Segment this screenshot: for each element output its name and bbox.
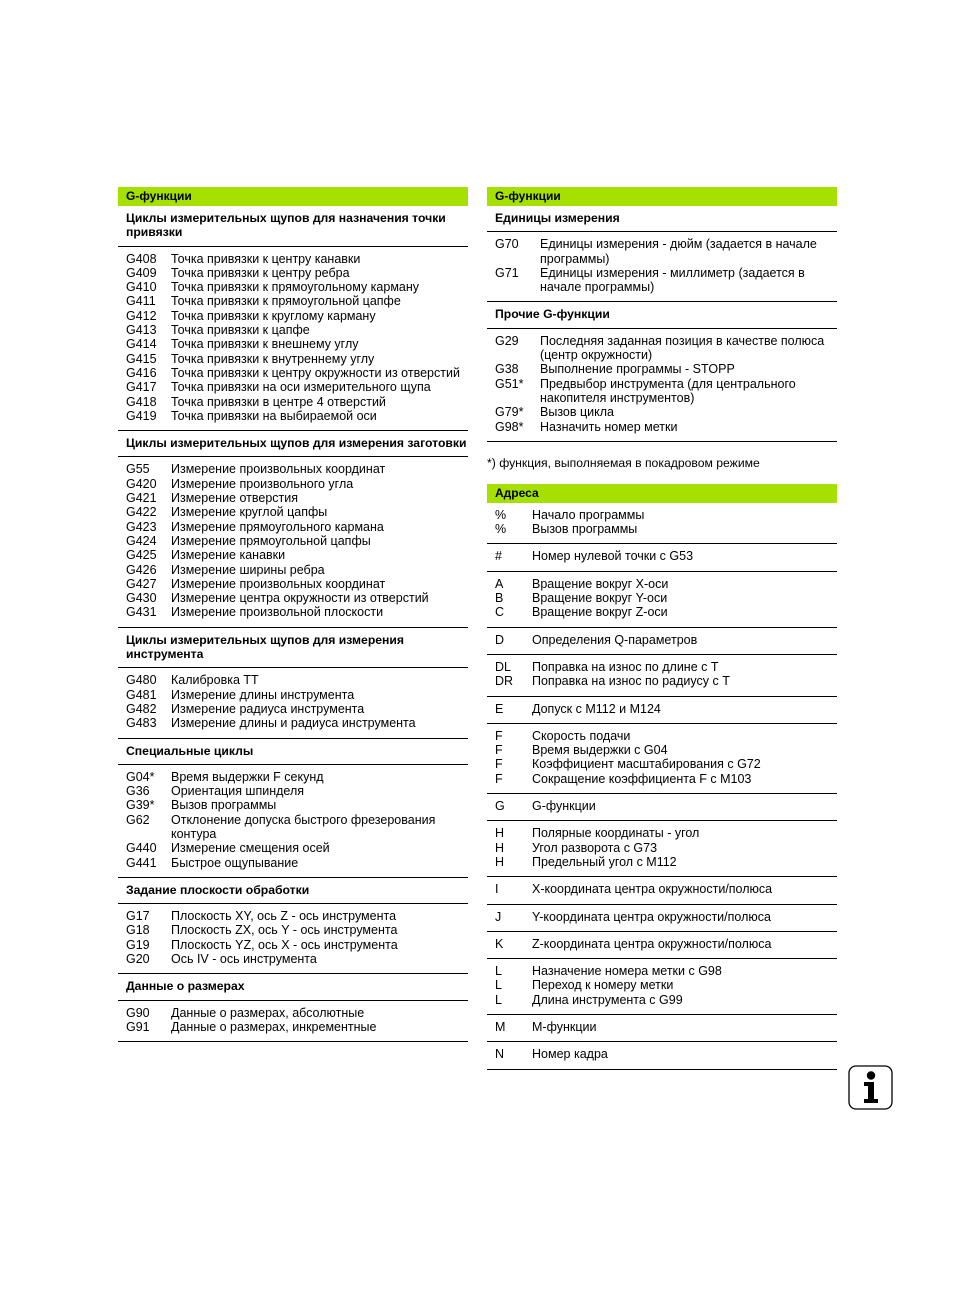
code-cell: G20 xyxy=(126,952,150,967)
table-row xyxy=(118,548,468,562)
code-cell: DR xyxy=(495,674,514,689)
table-row xyxy=(118,366,468,380)
description-cell: Угол разворота с G73 xyxy=(532,840,658,855)
code-cell: G417 xyxy=(126,380,157,395)
description-cell: Данные о размерах, инкрементные xyxy=(171,1019,377,1034)
description-cell: Плоскость YZ, ось X - ось инструмента xyxy=(171,937,398,952)
code-cell: G xyxy=(495,799,505,814)
description-cell: Плоскость ZX, ось Y - ось инструмента xyxy=(171,923,398,938)
entry-group xyxy=(487,821,837,877)
code-cell: G90 xyxy=(126,1005,150,1020)
entry-group xyxy=(487,655,837,697)
entry-group xyxy=(118,1001,468,1043)
code-cell: L xyxy=(495,978,502,993)
code-cell: G415 xyxy=(126,351,157,366)
section-title: Единицы измерения xyxy=(487,206,837,232)
section-title: Циклы измерительных щупов для назначения точки привязки xyxy=(118,206,468,247)
code-cell: G424 xyxy=(126,533,157,548)
table-row xyxy=(118,563,468,577)
code-cell: G482 xyxy=(126,701,157,716)
description-cell: Допуск с M112 и M124 xyxy=(532,701,661,716)
table-row xyxy=(487,964,837,978)
table-row xyxy=(487,674,837,688)
address-groups xyxy=(487,503,837,1070)
entry-group xyxy=(487,503,837,545)
code-cell: G19 xyxy=(126,937,150,952)
table-row xyxy=(487,799,837,813)
table-row xyxy=(487,549,837,563)
code-cell: G422 xyxy=(126,505,157,520)
description-cell: Единицы измерения - миллиметр (задается в начале программы) xyxy=(540,265,805,295)
address-table-header: Адреса xyxy=(487,484,837,503)
table-row xyxy=(487,420,837,434)
table-row xyxy=(487,405,837,419)
table-row xyxy=(487,841,837,855)
table-row xyxy=(487,577,837,591)
code-cell: G38 xyxy=(495,362,519,377)
entry-group xyxy=(487,572,837,628)
description-cell: M-функции xyxy=(532,1019,597,1034)
table-row xyxy=(487,1047,837,1061)
table-row xyxy=(487,743,837,757)
table-row xyxy=(487,855,837,869)
description-cell: Точка привязки в центре 4 отверстий xyxy=(171,394,386,409)
right-table-header: G-функции xyxy=(487,187,837,206)
description-cell: Вызов программы xyxy=(171,798,277,813)
table-row xyxy=(487,591,837,605)
table-row xyxy=(487,237,837,266)
section-title: Циклы измерительных щупов для измерения заготовки xyxy=(118,431,468,457)
info-icon xyxy=(848,1065,894,1116)
code-cell: G423 xyxy=(126,519,157,534)
left-sections xyxy=(118,206,468,1042)
description-cell: Предельный угол с M112 xyxy=(532,854,677,869)
table-row xyxy=(118,938,468,952)
description-cell: Измерение длины и радиуса инструмента xyxy=(171,716,416,731)
section-title: Задание плоскости обработки xyxy=(118,878,468,904)
code-cell: G36 xyxy=(126,784,150,799)
code-cell: C xyxy=(495,605,505,620)
table-row xyxy=(487,522,837,536)
table-row xyxy=(118,591,468,605)
section-title: Циклы измерительных щупов для измерения инструмента xyxy=(118,628,468,669)
table-row xyxy=(118,716,468,730)
table-row xyxy=(118,673,468,687)
code-cell: H xyxy=(495,826,505,841)
description-cell: Измерение произвольного угла xyxy=(171,476,354,491)
description-cell: Последняя заданная позиция в качестве полюса (центр окружности) xyxy=(540,333,825,363)
table-row xyxy=(118,784,468,798)
description-cell: Полярные координаты - угол xyxy=(532,826,700,841)
code-cell: F xyxy=(495,771,503,786)
description-cell: Отклонение допуска быстрого фрезерования контура xyxy=(171,812,436,841)
description-cell: Точка привязки к круглому карману xyxy=(171,308,376,323)
description-cell: Назначить номер метки xyxy=(540,419,678,434)
description-cell: Точка привязки к прямоугольному карману xyxy=(171,280,420,295)
table-row xyxy=(487,772,837,786)
code-cell: G416 xyxy=(126,365,157,380)
description-cell: Измерение произвольных координат xyxy=(171,462,386,477)
code-cell: G426 xyxy=(126,562,157,577)
code-cell: G430 xyxy=(126,591,157,606)
description-cell: Назначение номера метки с G98 xyxy=(532,964,722,979)
code-cell: B xyxy=(495,591,504,606)
table-row xyxy=(118,688,468,702)
entry-group xyxy=(118,247,468,432)
code-cell: G431 xyxy=(126,605,157,620)
description-cell: Точка привязки к прямоугольной цапфе xyxy=(171,294,401,309)
code-cell: G418 xyxy=(126,394,157,409)
code-cell: A xyxy=(495,576,504,591)
section-title: Прочие G-функции xyxy=(487,302,837,328)
code-cell: G71 xyxy=(495,265,519,280)
description-cell: Вращение вокруг Z-оси xyxy=(532,605,668,620)
table-row xyxy=(118,337,468,351)
table-row xyxy=(487,508,837,522)
code-cell: G17 xyxy=(126,909,150,924)
code-cell: G408 xyxy=(126,251,157,266)
table-row xyxy=(118,491,468,505)
code-cell: G420 xyxy=(126,476,157,491)
description-cell: Точка привязки на выбираемой оси xyxy=(171,408,377,423)
table-row xyxy=(487,937,837,951)
table-row xyxy=(118,909,468,923)
description-cell: Измерение радиуса инструмента xyxy=(171,701,365,716)
table-row xyxy=(487,1020,837,1034)
code-cell: G70 xyxy=(495,237,519,252)
code-cell: % xyxy=(495,522,507,537)
table-row xyxy=(487,910,837,924)
code-cell: M xyxy=(495,1019,506,1034)
code-cell: G419 xyxy=(126,408,157,423)
code-cell: D xyxy=(495,632,505,647)
description-cell: X-координата центра окружности/полюса xyxy=(532,882,773,897)
code-cell: G409 xyxy=(126,265,157,280)
table-row xyxy=(118,534,468,548)
footnote: *) функция, выполняемая в покадровом режиме xyxy=(487,455,760,470)
table-row xyxy=(118,477,468,491)
entry-group xyxy=(487,329,837,442)
table-row xyxy=(118,952,468,966)
table-row xyxy=(118,798,468,812)
description-cell: G-функции xyxy=(532,799,596,814)
section-title: Специальные циклы xyxy=(118,739,468,765)
description-cell: Начало программы xyxy=(532,507,645,522)
description-cell: Точка привязки к центру окружности из отверстий xyxy=(171,365,460,380)
code-cell: L xyxy=(495,992,502,1007)
code-cell: N xyxy=(495,1047,505,1062)
table-row xyxy=(118,380,468,394)
description-cell: Ось IV - ось инструмента xyxy=(171,952,317,967)
code-cell: I xyxy=(495,882,499,897)
description-cell: Y-координата центра окружности/полюса xyxy=(532,909,771,924)
table-row xyxy=(487,266,837,295)
description-cell: Измерение центра окружности из отверстий xyxy=(171,591,429,606)
entry-group xyxy=(487,877,837,904)
code-cell: G55 xyxy=(126,462,150,477)
description-cell: Коэффициент масштабирования с G72 xyxy=(532,757,761,772)
table-row xyxy=(487,605,837,619)
table-row xyxy=(487,882,837,896)
description-cell: Единицы измерения - дюйм (задается в начале программы) xyxy=(540,237,817,266)
code-cell: G483 xyxy=(126,716,157,731)
description-cell: Переход к номеру метки xyxy=(532,978,674,993)
code-cell: G04* xyxy=(126,769,155,784)
description-cell: Измерение прямоугольного кармана xyxy=(171,519,384,534)
code-cell: G411 xyxy=(126,294,156,309)
description-cell: Вызов цикла xyxy=(540,405,614,420)
description-cell: Время выдержки с G04 xyxy=(532,743,668,758)
table-row xyxy=(118,309,468,323)
entry-group xyxy=(487,1015,837,1042)
code-cell: G425 xyxy=(126,548,157,563)
description-cell: Плоскость XY, ось Z - ось инструмента xyxy=(171,909,397,924)
description-cell: Вызов программы xyxy=(532,522,638,537)
description-cell: Измерение смещения осей xyxy=(171,841,330,856)
code-cell: % xyxy=(495,507,507,522)
code-cell: G98* xyxy=(495,419,524,434)
left-column xyxy=(118,187,468,1042)
code-cell: # xyxy=(495,549,502,564)
code-cell: G412 xyxy=(126,308,157,323)
description-cell: Поправка на износ по радиусу с T xyxy=(532,674,730,689)
entry-group xyxy=(118,668,468,738)
table-row xyxy=(487,978,837,992)
code-cell: G440 xyxy=(126,841,157,856)
section-title: Данные о размерах xyxy=(118,974,468,1000)
code-cell: DL xyxy=(495,659,511,674)
description-cell: Точка привязки к центру канавки xyxy=(171,251,361,266)
table-row xyxy=(487,993,837,1007)
table-row xyxy=(118,323,468,337)
description-cell: Поправка на износ по длине с T xyxy=(532,659,719,674)
code-cell: H xyxy=(495,840,505,855)
entry-group xyxy=(487,932,837,959)
description-cell: Номер нулевой точки с G53 xyxy=(532,549,694,564)
code-cell: G427 xyxy=(126,576,157,591)
table-row xyxy=(487,362,837,376)
description-cell: Ориентация шпинделя xyxy=(171,784,305,799)
table-row xyxy=(118,352,468,366)
description-cell: Быстрое ощупывание xyxy=(171,855,299,870)
entry-group xyxy=(487,544,837,571)
description-cell: Калибровка TT xyxy=(171,673,259,688)
description-cell: Измерение длины инструмента xyxy=(171,687,355,702)
table-row xyxy=(118,702,468,716)
code-cell: G29 xyxy=(495,333,519,348)
table-row xyxy=(118,770,468,784)
description-cell: Измерение произвольных координат xyxy=(171,576,386,591)
code-cell: G51* xyxy=(495,376,524,391)
code-cell: F xyxy=(495,743,503,758)
entry-group xyxy=(487,959,837,1015)
description-cell: Длина инструмента с G99 xyxy=(532,992,683,1007)
table-row xyxy=(118,462,468,476)
description-cell: Точка привязки к внешнему углу xyxy=(171,337,359,352)
table-row xyxy=(487,633,837,647)
description-cell: Выполнение программы - STOPP xyxy=(540,362,735,377)
code-cell: K xyxy=(495,936,504,951)
table-row xyxy=(118,252,468,266)
code-cell: G410 xyxy=(126,280,157,295)
table-row xyxy=(118,294,468,308)
code-cell: G18 xyxy=(126,923,150,938)
code-cell: L xyxy=(495,964,502,979)
table-row xyxy=(118,605,468,619)
table-row xyxy=(118,505,468,519)
table-row xyxy=(118,813,468,842)
table-row xyxy=(118,266,468,280)
right-column xyxy=(487,187,837,1070)
table-row xyxy=(487,660,837,674)
table-row xyxy=(487,757,837,771)
table-row xyxy=(118,1006,468,1020)
code-cell: G413 xyxy=(126,323,157,338)
right-sections xyxy=(487,206,837,442)
description-cell: Измерение отверстия xyxy=(171,491,299,506)
table-row xyxy=(118,577,468,591)
table-row xyxy=(118,841,468,855)
code-cell: G421 xyxy=(126,491,157,506)
description-cell: Измерение канавки xyxy=(171,548,286,563)
code-cell: E xyxy=(495,701,504,716)
table-row xyxy=(118,395,468,409)
code-cell: G480 xyxy=(126,673,157,688)
description-cell: Измерение произвольной плоскости xyxy=(171,605,384,620)
left-table-header: G-функции xyxy=(118,187,468,206)
entry-group xyxy=(487,232,837,302)
table-row xyxy=(118,280,468,294)
entry-group xyxy=(118,904,468,974)
table-row xyxy=(487,702,837,716)
code-cell: F xyxy=(495,728,503,743)
description-cell: Время выдержки F секунд xyxy=(171,769,324,784)
entry-group xyxy=(487,628,837,655)
description-cell: Предвыбор инструмента (для центрального накопителя инструментов) xyxy=(540,376,796,405)
table-row xyxy=(118,520,468,534)
entry-group xyxy=(118,457,468,627)
entry-group xyxy=(487,905,837,932)
table-row xyxy=(118,1020,468,1034)
code-cell: J xyxy=(495,909,502,924)
code-cell: G91 xyxy=(126,1019,150,1034)
code-cell: G441 xyxy=(126,855,157,870)
code-cell: H xyxy=(495,854,505,869)
code-cell: G414 xyxy=(126,337,157,352)
entry-group xyxy=(118,765,468,878)
entry-group xyxy=(487,794,837,821)
code-cell: F xyxy=(495,757,503,772)
description-cell: Данные о размерах, абсолютные xyxy=(171,1005,365,1020)
table-row xyxy=(487,826,837,840)
table-row xyxy=(118,923,468,937)
description-cell: Скорость подачи xyxy=(532,728,631,743)
description-cell: Точка привязки к внутреннему углу xyxy=(171,351,375,366)
description-cell: Точка привязки к центру ребра xyxy=(171,265,350,280)
table-row xyxy=(487,377,837,406)
table-row xyxy=(487,729,837,743)
description-cell: Измерение ширины ребра xyxy=(171,562,325,577)
description-cell: Z-координата центра окружности/полюса xyxy=(532,936,772,951)
description-cell: Измерение прямоугольной цапфы xyxy=(171,533,371,548)
code-cell: G39* xyxy=(126,798,155,813)
description-cell: Точка привязки на оси измерительного щупа xyxy=(171,380,431,395)
entry-group xyxy=(487,697,837,724)
entry-group xyxy=(487,1042,837,1069)
code-cell: G481 xyxy=(126,687,157,702)
description-cell: Сокращение коэффициента F с M103 xyxy=(532,771,752,786)
description-cell: Вращение вокруг X-оси xyxy=(532,576,669,591)
description-cell: Номер кадра xyxy=(532,1047,608,1062)
table-row xyxy=(118,409,468,423)
code-cell: G62 xyxy=(126,812,150,827)
table-row xyxy=(487,334,837,363)
code-cell: G79* xyxy=(495,405,524,420)
description-cell: Точка привязки к цапфе xyxy=(171,323,310,338)
entry-group xyxy=(487,724,837,794)
table-row xyxy=(118,856,468,870)
description-cell: Измерение круглой цапфы xyxy=(171,505,328,520)
description-cell: Определения Q-параметров xyxy=(532,632,698,647)
description-cell: Вращение вокруг Y-оси xyxy=(532,591,668,606)
